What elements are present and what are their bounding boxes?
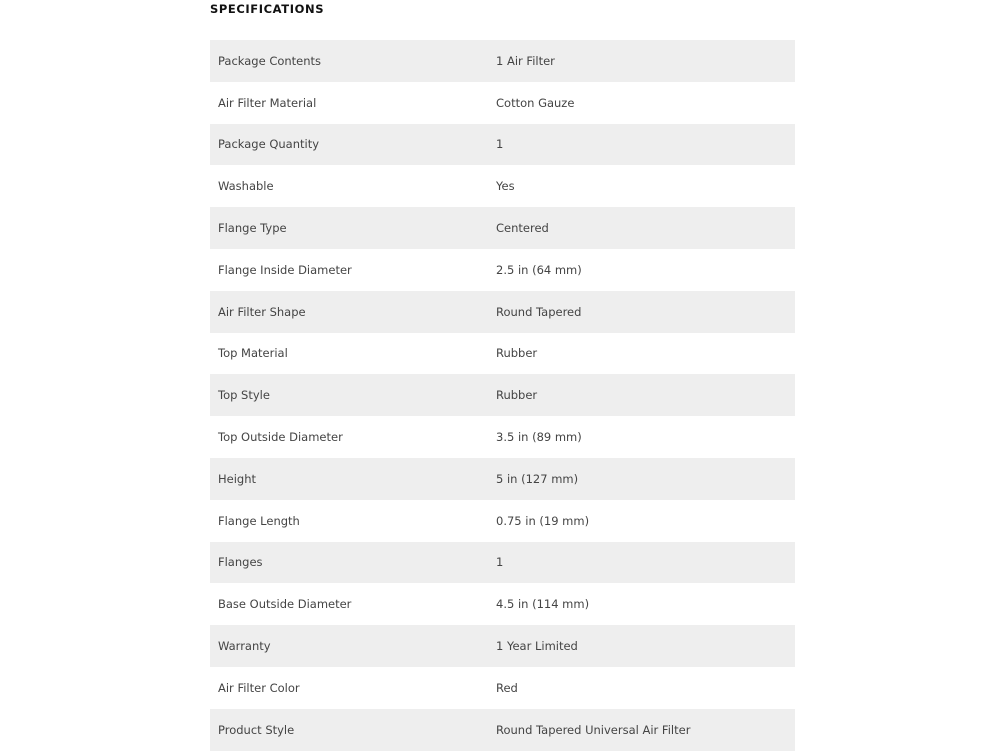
spec-label: Flange Type: [218, 221, 287, 236]
spec-label: Warranty: [218, 639, 271, 654]
spec-row: [210, 583, 795, 625]
spec-row: [210, 249, 795, 291]
spec-value: 1 Air Filter: [496, 53, 555, 68]
spec-label: Product Style: [218, 722, 295, 737]
spec-label: Flanges: [218, 555, 263, 570]
spec-row: [210, 124, 795, 166]
spec-label: Flange Length: [218, 513, 300, 528]
spec-label: Base Outside Diameter: [218, 597, 352, 612]
spec-value: Cotton Gauze: [496, 95, 575, 110]
spec-label: Air Filter Shape: [218, 304, 306, 319]
section-title: SPECIFICATIONS: [210, 2, 325, 16]
spec-row: [210, 333, 795, 375]
spec-label: Washable: [218, 179, 274, 194]
spec-label: Package Contents: [218, 53, 322, 68]
spec-row: [210, 625, 795, 667]
spec-label: Air Filter Color: [218, 680, 300, 695]
specifications-table: [210, 40, 795, 751]
spec-label: Height: [218, 471, 257, 486]
spec-row: [210, 500, 795, 542]
spec-value: Rubber: [496, 346, 538, 361]
spec-row: [210, 374, 795, 416]
spec-value: Round Tapered: [496, 304, 582, 319]
spec-row: [210, 207, 795, 249]
spec-label: Air Filter Material: [218, 95, 317, 110]
spec-row: [210, 709, 795, 751]
spec-value: Red: [496, 680, 518, 695]
spec-value: 1 Year Limited: [496, 639, 578, 654]
spec-row: [210, 667, 795, 709]
spec-value: Centered: [496, 221, 549, 236]
spec-label: Top Outside Diameter: [218, 430, 343, 445]
spec-value: Rubber: [496, 388, 538, 403]
spec-row: [210, 458, 795, 500]
spec-label: Top Style: [218, 388, 270, 403]
spec-row: [210, 416, 795, 458]
spec-value: 4.5 in (114 mm): [496, 597, 590, 612]
spec-row: [210, 165, 795, 207]
spec-value: Yes: [496, 179, 515, 194]
spec-value: 1: [496, 555, 504, 570]
spec-label: Top Material: [218, 346, 288, 361]
spec-label: Package Quantity: [218, 137, 320, 152]
spec-row: [210, 291, 795, 333]
spec-value: 5 in (127 mm): [496, 471, 579, 486]
spec-value: 0.75 in (19 mm): [496, 513, 590, 528]
spec-value: 3.5 in (89 mm): [496, 430, 582, 445]
spec-value: 2.5 in (64 mm): [496, 262, 582, 277]
spec-label: Flange Inside Diameter: [218, 262, 352, 277]
spec-value: 1: [496, 137, 504, 152]
spec-row: [210, 542, 795, 584]
spec-value: Round Tapered Universal Air Filter: [496, 722, 691, 737]
spec-row: [210, 82, 795, 124]
spec-row: [210, 40, 795, 82]
